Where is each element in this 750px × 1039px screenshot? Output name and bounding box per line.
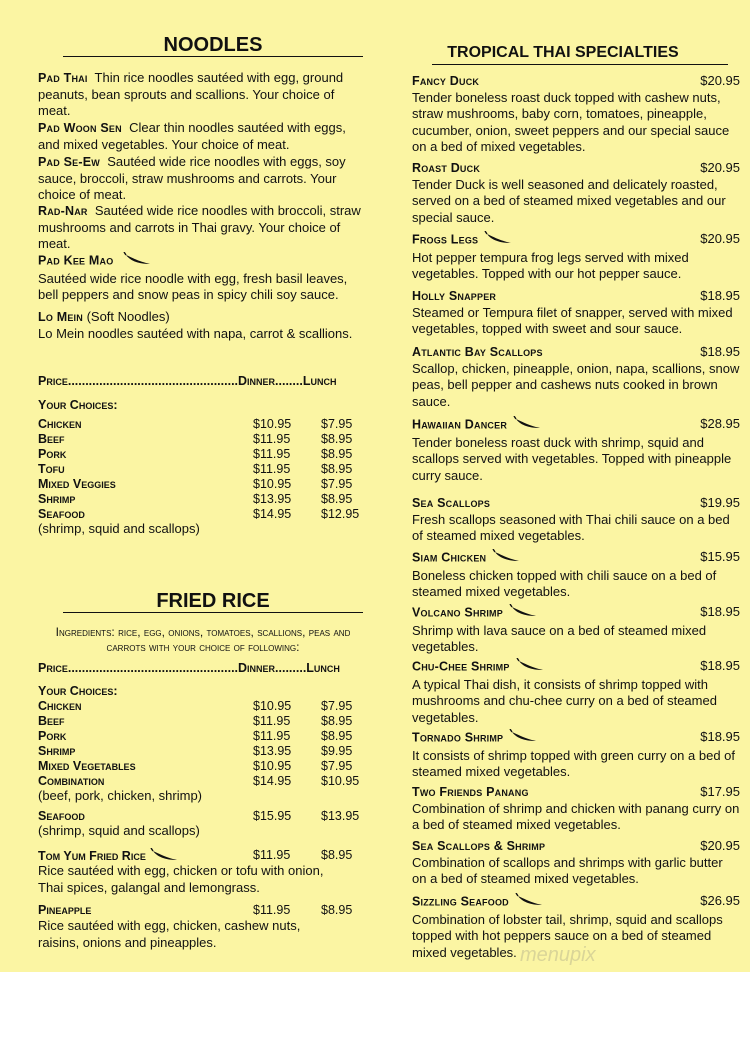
dish-name: Holly Snapper [412, 289, 497, 303]
price-row-tom-yum [38, 848, 363, 863]
dish-desc: Combination of shrimp and chicken with panang curry on a bed of steamed mixed vegetables. [412, 800, 740, 832]
choice-name: Combination [38, 774, 105, 788]
choice-name: Seafood [38, 809, 85, 823]
dish-name: Pad Thai [38, 71, 88, 85]
choice-name: Shrimp [38, 744, 76, 758]
dish-price: $18.95 [700, 288, 740, 303]
dinner-price: $10.95 [253, 759, 292, 773]
lunch-price: $8.95 [321, 447, 353, 461]
dish-price: $20.95 [700, 73, 740, 88]
choice-name: Beef [38, 714, 65, 728]
dish-pad-kee-mao [38, 252, 368, 304]
dish-price: $28.95 [700, 416, 740, 431]
dish-desc: Tender boneless roast duck topped with cashew nuts, straw mushrooms, baby corn, tomatoes, pineapple, cucumber, onion, sweet peppers and our special sauce on a bed of mixed vegetables. [412, 89, 730, 154]
dish-desc: Sautéed wide rice noodle with egg, fresh basil leaves, bell peppers and snow peas in spicy chili soy sauce. [38, 270, 348, 302]
dish-name: Sizzling Seafood [412, 894, 509, 909]
dish-tornado-shrimp [412, 729, 740, 781]
choice-name: Pork [38, 729, 67, 743]
dish-desc: Sautéed wide rice noodles with eggs, soy sauce, broccoli, straw mushrooms and carrots. Your choice of meat. [38, 154, 346, 202]
price-row [38, 507, 363, 522]
dish-name: Frogs Legs [412, 232, 479, 247]
dish-name: Siam Chicken [412, 550, 487, 565]
dinner-price: $11.95 [253, 848, 291, 862]
lunch-price: $8.95 [321, 729, 353, 743]
lunch-price: $8.95 [321, 903, 353, 917]
dish-sea-scallops-shrimp [412, 838, 740, 888]
dish-price: $26.95 [700, 893, 740, 908]
lunch-price: $8.95 [321, 714, 353, 728]
choice-name: Mixed Veggies [38, 477, 116, 491]
dish-pad-se-ew [38, 154, 368, 204]
dish-fancy-duck [412, 73, 740, 156]
dish-price: $18.95 [700, 658, 740, 673]
dish-name: Pad Woon Sen [38, 121, 122, 135]
dish-name: Tornado Shrimp [412, 730, 504, 745]
lunch-price: $7.95 [321, 759, 353, 773]
dish-pad-thai [38, 70, 368, 120]
noodles-price-header: Price.................................................Dinner........Lunch [38, 374, 337, 388]
dinner-price: $14.95 [253, 774, 292, 788]
fried-rice-ingredients: Ingredients: rice, egg, onions, tomatoes, scallions, peas and carrots with your choice of following: [55, 625, 351, 654]
dinner-price: $13.95 [253, 744, 292, 758]
choice-name: Shrimp [38, 492, 76, 506]
choice-name: Tom Yum Fried Rice [38, 849, 146, 863]
dinner-price: $13.95 [253, 492, 292, 506]
dish-price: $20.95 [700, 231, 740, 246]
dish-price: $18.95 [700, 604, 740, 619]
dinner-price: $10.95 [253, 417, 292, 431]
dish-desc: It consists of shrimp topped with green curry on a bed of steamed mixed vegetables. [412, 747, 736, 779]
lunch-price: $10.95 [321, 774, 360, 788]
price-row [38, 714, 363, 729]
price-row-seafood [38, 809, 363, 824]
price-row [38, 477, 363, 492]
dinner-price: $14.95 [253, 507, 292, 521]
chili-pepper-icon [492, 549, 520, 568]
dish-price: $17.95 [700, 784, 740, 799]
dish-name: Atlantic Bay Scallops [412, 345, 543, 359]
dish-lo-mein [38, 309, 368, 342]
choice-name: Mixed Vegetables [38, 759, 136, 773]
fried-rice-price-header: Price.................................................Dinner.........Lunch [38, 661, 340, 675]
dish-desc: Hot pepper tempura frog legs served with mixed vegetables. Topped with our hot pepper sauce. [412, 249, 689, 281]
chili-pepper-icon [509, 604, 537, 623]
price-row [38, 462, 363, 477]
chili-pepper-icon [516, 658, 544, 677]
pineapple-desc: Rice sautéed with egg, chicken, cashew nuts, raisins, onions and pineapples. [38, 918, 301, 950]
dish-name: Two Friends Panang [412, 785, 529, 799]
choice-name: Seafood [38, 507, 85, 521]
lunch-price: $8.95 [321, 462, 353, 476]
seafood-note: (shrimp, squid and scallops) [38, 823, 200, 838]
dish-holly-snapper [412, 288, 740, 338]
dish-price: $15.95 [700, 549, 740, 564]
dish-roast-duck [412, 160, 740, 226]
dish-desc: Sautéed wide rice noodles with broccoli, straw mushrooms and carrots in Thai gravy. Your choice of meat. [38, 203, 361, 251]
dinner-price: $11.95 [253, 714, 291, 728]
dish-price: $18.95 [700, 344, 740, 359]
dish-name: Hawaiian Dancer [412, 417, 508, 432]
choice-name: Tofu [38, 462, 65, 476]
dish-frogs-legs [412, 231, 740, 283]
dish-name: Fancy Duck [412, 74, 480, 88]
dish-desc: Tender Duck is well seasoned and delicately roasted, served on a bed of steamed mixed vegetables and our special sauce. [412, 176, 726, 225]
lunch-price: $8.95 [321, 432, 353, 446]
dish-price: $20.95 [700, 160, 740, 175]
dish-atlantic-bay-scallops [412, 344, 740, 410]
dish-volcano-shrimp [412, 604, 740, 656]
fried-rice-choices-label: Your Choices: [38, 684, 118, 698]
lunch-price: $8.95 [321, 848, 353, 862]
dish-sea-scallops [412, 495, 740, 545]
price-row [38, 492, 363, 507]
dish-desc: Combination of lobster tail, shrimp, squid and scallops topped with hot peppers sauce on a bed of steamed mixed vegetables. [412, 911, 723, 960]
dinner-price: $11.95 [253, 903, 291, 917]
dish-hawaiian-dancer [412, 416, 740, 484]
dinner-price: $15.95 [253, 809, 292, 823]
dish-name: Sea Scallops [412, 496, 491, 510]
dish-name: Lo Mein [38, 310, 83, 324]
dish-rad-nar [38, 203, 368, 253]
price-row [38, 699, 363, 714]
dinner-price: $11.95 [253, 447, 291, 461]
chili-pepper-icon [509, 729, 537, 748]
price-row [38, 432, 363, 447]
dish-desc: A typical Thai dish, it consists of shrimp topped with mushrooms and chu-chee curry on a bed of steamed vegetables. [412, 676, 717, 725]
noodles-choices-label: Your Choices: [38, 398, 118, 412]
dish-name: Sea Scallops & Shrimp [412, 839, 546, 853]
dish-name-extra: (Soft Noodles) [86, 309, 170, 324]
price-row [38, 744, 363, 759]
chili-pepper-icon [513, 416, 541, 435]
dinner-price: $10.95 [253, 477, 292, 491]
noodles-title-underline [63, 56, 363, 57]
dinner-price: $10.95 [253, 699, 292, 713]
choice-name: Chicken [38, 699, 82, 713]
dish-price: $19.95 [700, 495, 740, 510]
dinner-price: $11.95 [253, 729, 291, 743]
dish-desc: Combination of scallops and shrimps with garlic butter on a bed of steamed mixed vegetables. [412, 854, 723, 886]
fried-rice-title-underline [63, 612, 363, 613]
dish-name: Chu-Chee Shrimp [412, 659, 510, 674]
dish-name: Rad-Nar [38, 204, 88, 218]
price-row [38, 759, 363, 774]
dish-desc: Lo Mein noodles sautéed with napa, carrot & scallions. [38, 325, 353, 341]
dish-desc: Thin rice noodles sautéed with egg, ground peanuts, bean sprouts and scallions. Your choice of meat. [38, 70, 344, 118]
lunch-price: $9.95 [321, 744, 353, 758]
lunch-price: $7.95 [321, 699, 353, 713]
seafood-note: (shrimp, squid and scallops) [38, 521, 200, 536]
price-row [38, 417, 363, 432]
combination-note: (beef, pork, chicken, shrimp) [38, 788, 203, 803]
dish-desc: Shrimp with lava sauce on a bed of steamed mixed vegetables. [412, 622, 707, 654]
dish-two-friends-panang [412, 784, 740, 834]
price-row [38, 774, 363, 789]
choice-name: Beef [38, 432, 65, 446]
dish-name: Pad Se-Ew [38, 155, 100, 169]
lunch-price: $7.95 [321, 417, 353, 431]
dish-name: Pad Kee Mao [38, 253, 114, 268]
watermark: menupix [520, 944, 596, 966]
price-row-pineapple [38, 903, 363, 918]
dish-name: Roast Duck [412, 161, 481, 175]
chili-pepper-icon [123, 252, 151, 271]
fried-rice-title: FRIED RICE [156, 590, 270, 612]
choice-name: Chicken [38, 417, 82, 431]
choice-name: Pineapple [38, 903, 92, 917]
lunch-price: $8.95 [321, 492, 353, 506]
noodles-title: NOODLES [163, 34, 263, 56]
dish-desc: Boneless chicken topped with chili sauce on a bed of steamed mixed vegetables. [412, 567, 717, 599]
dish-desc: Steamed or Tempura filet of snapper, served with mixed vegetables, topped with sweet and sour sauce. [412, 304, 733, 336]
dish-desc: Clear thin noodles sautéed with eggs, and mixed vegetables. Your choice of meat. [38, 120, 346, 152]
dish-chu-chee-shrimp [412, 658, 740, 726]
chili-pepper-icon [515, 893, 543, 912]
dish-desc: Scallop, chicken, pineapple, onion, napa, scallions, snow peas, bell pepper and cashews nuts cooked in brown sauce. [412, 360, 740, 409]
dinner-price: $11.95 [253, 432, 291, 446]
lunch-price: $12.95 [321, 507, 360, 521]
tom-yum-desc: Rice sautéed with egg, chicken or tofu with onion, Thai spices, galangal and lemongrass. [38, 863, 324, 895]
dish-price: $20.95 [700, 838, 740, 853]
lunch-price: $7.95 [321, 477, 353, 491]
price-row [38, 729, 363, 744]
dish-price: $18.95 [700, 729, 740, 744]
dish-name: Volcano Shrimp [412, 605, 503, 620]
lunch-price: $13.95 [321, 809, 360, 823]
choice-name: Pork [38, 447, 67, 461]
specialties-title-underline [432, 64, 728, 65]
dish-desc: Fresh scallops seasoned with Thai chili sauce on a bed of steamed mixed vegetables. [412, 511, 730, 543]
price-row [38, 447, 363, 462]
dish-desc: Tender boneless roast duck with shrimp, squid and scallops served with vegetables. Topped with pineapple curry sauce. [412, 434, 732, 483]
dish-pad-woon-sen [38, 120, 368, 153]
specialties-title: TROPICAL THAI SPECIALTIES [447, 44, 679, 61]
chili-pepper-icon [484, 231, 512, 250]
dish-siam-chicken [412, 549, 740, 601]
dinner-price: $11.95 [253, 462, 291, 476]
